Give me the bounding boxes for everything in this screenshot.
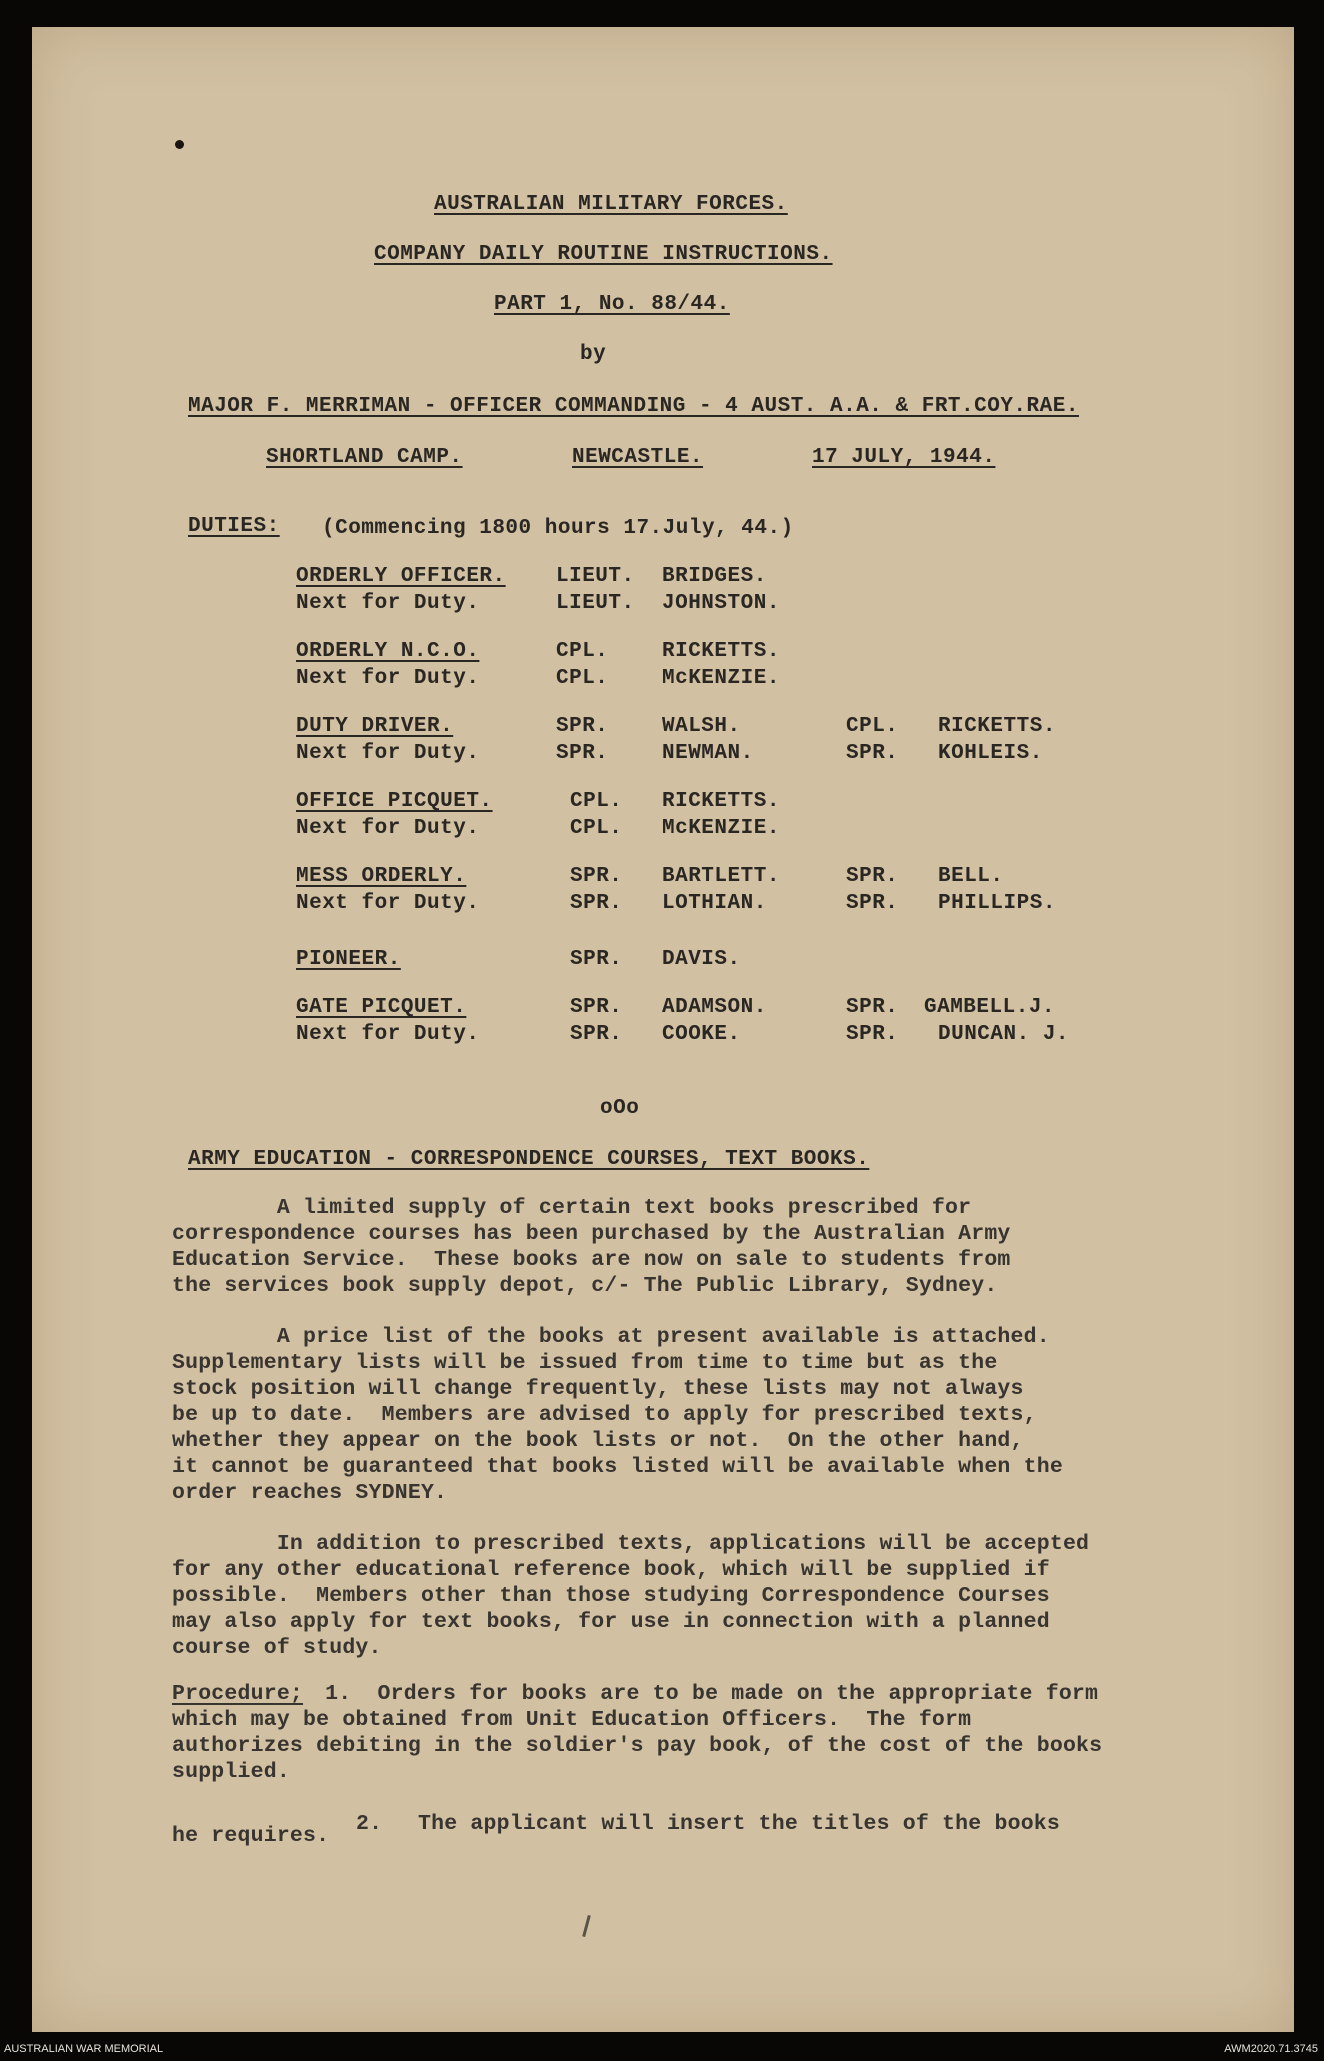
duty-name-2: PHILLIPS. [938, 892, 1056, 915]
duty-role: Next for Duty. [296, 817, 480, 840]
duty-rank: SPR. [556, 742, 609, 765]
text-line: supplied. [172, 1760, 290, 1784]
duties-label: DUTIES: [188, 515, 280, 538]
duty-rank-2: SPR. [846, 742, 899, 765]
duty-name-2: GAMBELL.J. [924, 996, 1056, 1019]
text-line: A price list of the books at present available is attached. [172, 1325, 1050, 1349]
duty-role: Next for Duty. [296, 592, 480, 615]
duty-name: BRIDGES. [662, 565, 767, 588]
duty-rank-2: SPR. [846, 996, 899, 1019]
duty-role: Next for Duty. [296, 1023, 480, 1046]
duty-rank: CPL. [556, 640, 609, 663]
duty-role: OFFICE PICQUET. [296, 790, 493, 813]
duty-role: PIONEER. [296, 948, 401, 971]
header-line1: AUSTRALIAN MILITARY FORCES. [434, 193, 788, 216]
separator: oOo [600, 1097, 640, 1120]
duty-rank: SPR. [556, 715, 609, 738]
text-line: A limited supply of certain text books prescribed for [172, 1196, 972, 1220]
duty-rank-2: SPR. [846, 892, 899, 915]
header-place: SHORTLAND CAMP. [266, 446, 463, 469]
text-line: authorizes debiting in the soldier's pay book, of the cost of the books [172, 1734, 1103, 1758]
duty-rank: SPR. [570, 948, 623, 971]
text-line: stock position will change frequently, these lists may not always [172, 1377, 1024, 1401]
text-line: possible. Members other than those studying Correspondence Courses [172, 1584, 1050, 1608]
header-officer: MAJOR F. MERRIMAN - OFFICER COMMANDING - 4 AUST. A.A. & FRT.COY.RAE. [188, 395, 1079, 418]
text-line: Supplementary lists will be issued from time to time but as the [172, 1351, 998, 1375]
header-by: by [580, 343, 607, 366]
punch-hole [175, 140, 184, 149]
duty-name: BARTLETT. [662, 865, 780, 888]
duty-role: Next for Duty. [296, 667, 480, 690]
header-date: 17 JULY, 1944. [812, 446, 996, 469]
duty-rank: SPR. [570, 865, 623, 888]
duty-rank: SPR. [570, 996, 623, 1019]
duty-role: MESS ORDERLY. [296, 865, 467, 888]
text-line: for any other educational reference book, which will be supplied if [172, 1558, 1050, 1582]
footer-credit: AUSTRALIAN WAR MEMORIAL [4, 2043, 164, 2055]
duty-role: ORDERLY OFFICER. [296, 565, 506, 588]
duty-name-2: BELL. [938, 865, 1004, 888]
section-heading: ARMY EDUCATION - CORRESPONDENCE COURSES, TEXT BOOKS. [188, 1148, 870, 1171]
procedure-number: 2. [356, 1812, 383, 1836]
duty-name: RICKETTS. [662, 640, 780, 663]
header-city: NEWCASTLE. [572, 446, 704, 469]
text-line: course of study. [172, 1636, 382, 1660]
text-line: which may be obtained from Unit Education Officers. The form [172, 1708, 972, 1732]
text-line: correspondence courses has been purchased by the Australian Army [172, 1222, 1011, 1246]
duty-rank: CPL. [556, 667, 609, 690]
text-line: The applicant will insert the titles of the books [418, 1812, 1061, 1836]
duty-role: ORDERLY N.C.O. [296, 640, 480, 663]
duty-role: DUTY DRIVER. [296, 715, 454, 738]
text-line: the services book supply depot, c/- The Public Library, Sydney. [172, 1274, 998, 1298]
duty-rank-2: CPL. [846, 715, 899, 738]
duty-name: ADAMSON. [662, 996, 767, 1019]
duty-rank-2: SPR. [846, 1023, 899, 1046]
text-line: Education Service. These books are now on sale to students from [172, 1248, 1011, 1272]
duty-rank: LIEUT. [556, 565, 635, 588]
text-line: be up to date. Members are advised to apply for prescribed texts, [172, 1403, 1037, 1427]
duty-role: Next for Duty. [296, 742, 480, 765]
header-line3: PART 1, No. 88/44. [494, 293, 730, 316]
duty-name: WALSH. [662, 715, 741, 738]
text-line: whether they appear on the book lists or not. On the other hand, [172, 1429, 1024, 1453]
text-line: he requires. [172, 1824, 330, 1848]
footer-accession: AWM2020.71.3745 [1224, 2043, 1318, 2055]
procedure-label: Procedure; [172, 1682, 304, 1706]
text-line: order reaches SYDNEY. [172, 1481, 448, 1505]
header-line2: COMPANY DAILY ROUTINE INSTRUCTIONS. [374, 243, 833, 266]
duty-role: Next for Duty. [296, 892, 480, 915]
text-line: In addition to prescribed texts, applications will be accepted [172, 1532, 1090, 1556]
duty-name: JOHNSTON. [662, 592, 780, 615]
text-line: it cannot be guaranteed that books listed will be available when the [172, 1455, 1063, 1479]
duty-name: LOTHIAN. [662, 892, 767, 915]
duty-name: DAVIS. [662, 948, 741, 971]
duty-name-2: DUNCAN. J. [938, 1023, 1070, 1046]
duty-name-2: KOHLEIS. [938, 742, 1043, 765]
duty-name-2: RICKETTS. [938, 715, 1056, 738]
duty-rank: LIEUT. [556, 592, 635, 615]
duty-rank: CPL. [570, 790, 623, 813]
duties-commencing: (Commencing 1800 hours 17.July, 44.) [322, 517, 794, 540]
duty-role: GATE PICQUET. [296, 996, 467, 1019]
duty-rank-2: SPR. [846, 865, 899, 888]
duty-name: COOKE. [662, 1023, 741, 1046]
duty-name: RICKETTS. [662, 790, 780, 813]
duty-name: McKENZIE. [662, 667, 780, 690]
text-line: may also apply for text books, for use in connection with a planned [172, 1610, 1050, 1634]
duty-rank: SPR. [570, 1023, 623, 1046]
duty-rank: SPR. [570, 892, 623, 915]
duty-name: McKENZIE. [662, 817, 780, 840]
duty-name: NEWMAN. [662, 742, 754, 765]
duty-rank: CPL. [570, 817, 623, 840]
text-line: 1. Orders for books are to be made on the appropriate form [312, 1682, 1099, 1706]
